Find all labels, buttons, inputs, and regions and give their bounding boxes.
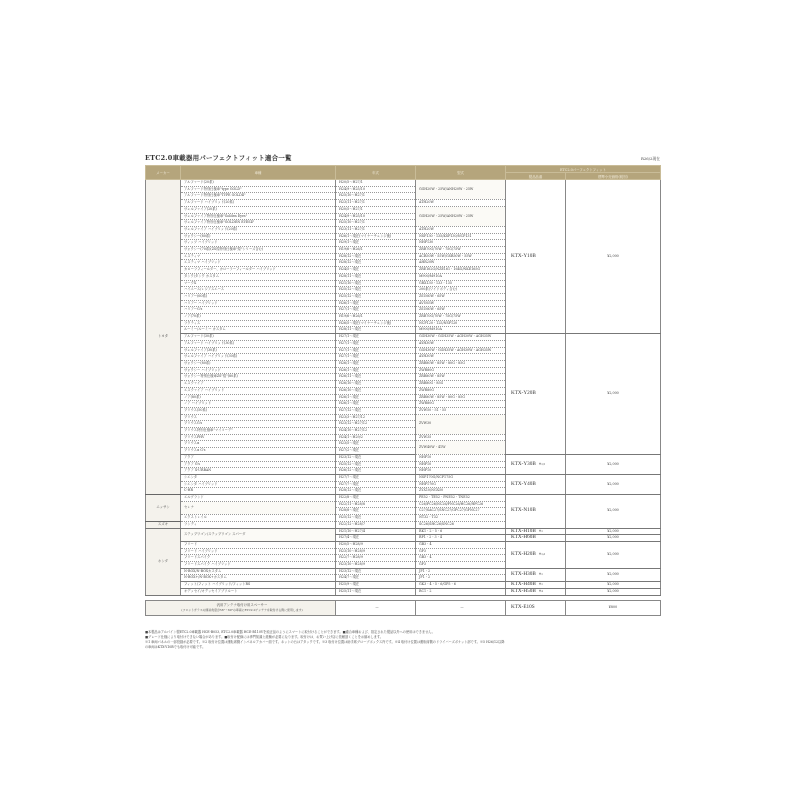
type-cell: ZVW30 (416, 414, 506, 434)
col-year: 年式 (336, 166, 416, 180)
model-cell: ヴェルファイア(30系) (181, 347, 336, 354)
part-number-cell (506, 535, 566, 542)
spacer-label (146, 600, 336, 615)
type-cell: ZRE162G/NZE161・164G/NKE165G (416, 267, 506, 274)
part-number: KTX-Y40B (511, 480, 536, 487)
type-cell: GB3・4 (416, 541, 506, 548)
model-cell: アルファード(30系) (181, 334, 336, 341)
year-cell: H27/4〜現在 (336, 535, 416, 542)
type-cell: NT32・T32 (416, 515, 506, 522)
model-cell: アルファード ハイブリッド(30系) (181, 340, 336, 347)
table-row (146, 334, 661, 341)
year-cell: H27/1〜現在 (336, 354, 416, 361)
maker-cell: ホンダ (146, 528, 181, 595)
model-cell: オデッセイ/オデッセイアブソルート (181, 588, 336, 595)
year-cell: H25/12〜現在 (336, 293, 416, 300)
type-cell: ATH20W (416, 226, 506, 233)
year-cell: H27/1〜現在 (336, 347, 416, 354)
model-cell: N-BOX/N-BOXカスタム (181, 568, 336, 575)
spacer-type: — (416, 600, 506, 615)
model-cell: ヴェルファイア特別仕様車"Golden Eyes" (181, 213, 336, 220)
spacer-price: ¥800 (566, 600, 661, 615)
model-cell: ハイエース/レジアスエース (181, 287, 336, 294)
type-cell: GK3・4・5・6/GP5・6 (416, 582, 506, 589)
type-cell: SC26/SHC26/SNC26 (416, 521, 506, 528)
part-number: KTX-N10B (511, 507, 536, 514)
part-number: KTX-Y30B (511, 460, 536, 467)
year-cell: H28/12〜現在 (336, 260, 416, 267)
year-cell: H27/1〜現在 (336, 340, 416, 347)
year-cell: H24/7〜現在 (336, 575, 416, 582)
model-cell: アルファード特別仕様車"TYPE GOLDⅡ" (181, 193, 336, 200)
part-number-cell (506, 454, 566, 474)
footer-line: の車両はKTX-Y10Bでも取付け可能です。 (145, 645, 206, 649)
year-cell: H28/8〜現在 (336, 508, 416, 515)
table-row (146, 495, 661, 502)
year-cell: H24/9〜H25/10 (336, 186, 416, 193)
type-cell: RP1・2・3・4 (416, 535, 506, 542)
part-number: KTX-Y20B (511, 390, 536, 397)
type-cell: GGH20W・25W/ANH20W・25W (416, 180, 506, 200)
year-cell: H27/2〜現在 (336, 448, 416, 455)
model-cell: フリードスパイク ハイブリッド (181, 562, 336, 569)
model-cell: アルファード ハイブリッド(20系) (181, 200, 336, 207)
part-number: KTX-H30B (511, 571, 536, 578)
type-cell: NHP10 (416, 468, 506, 475)
footer-line: ※1 車両パネルの一部役割が必要です。※2 取付け位置は運転席側インパネロアカバー面です。ネットの台はアタックです。※3 取付け位置は助手席グローブボックス内です。※4 取付け位置は運転席側のドライバーズポケット部です。※5 H26/12以降 (145, 640, 505, 644)
type-cell: ZRR80G・85G (416, 381, 506, 388)
table-body (146, 180, 661, 596)
col-group: ETC2.0パーフェクトフィット (506, 166, 661, 173)
maker-cell: トヨタ (146, 180, 181, 495)
model-cell: アクア X-URBAN (181, 468, 336, 475)
year-cell: H26/5〜現在(マイナーチェンジ後) (336, 320, 416, 327)
type-cell: C26/FC26/NC26/FNC26/HC26/HFC26 (416, 501, 506, 508)
year-cell: H23/10〜H28/9 (336, 562, 416, 569)
price-cell: ¥2,000 (566, 588, 661, 595)
model-cell: プリウスG's (181, 421, 336, 428)
model-cell: ヴェルファイア(20系) (181, 206, 336, 213)
model-cell: ヴェルファイア ハイブリッド(20系) (181, 226, 336, 233)
price-cell: ¥2,000 (566, 474, 661, 494)
year-cell: H24/5〜現在 (336, 267, 416, 274)
type-cell: M900/M910A (416, 273, 506, 280)
year-cell: H27/7〜現在 (336, 481, 416, 488)
type-cell: AVU65W (416, 300, 506, 307)
price-cell: ¥2,000 (566, 568, 661, 581)
compatibility-table (145, 165, 661, 596)
part-number-cell (506, 528, 566, 535)
year-cell: H25/12〜現在 (336, 515, 416, 522)
type-cell: RK1・2・5・6 (416, 528, 506, 535)
type-cell: C27/SAC27/SNC27/GFC27/GFNC27 (416, 508, 506, 515)
year-cell: H28/12〜現在 (336, 253, 416, 260)
year-cell: H20/5〜H27/1 (336, 206, 416, 213)
type-cell: ZWR80G (416, 401, 506, 408)
model-cell: セレナ (181, 501, 336, 514)
price-cell: ¥2,000 (566, 535, 661, 542)
model-cell: エスティマ ハイブリッド (181, 260, 336, 267)
type-cell: AYH30W (416, 340, 506, 347)
spacer-row (146, 600, 661, 615)
year-cell: H26/12〜現在 (336, 468, 416, 475)
type-cell: ZWR80G (416, 367, 506, 374)
part-note: ※1,2 (538, 552, 546, 557)
type-cell: ZYX10/NGX50 (416, 488, 506, 495)
part-number-cell (506, 582, 566, 589)
model-cell: N-BOX+/N-BOX+カスタム (181, 575, 336, 582)
year-cell: H21/10〜H27/4 (336, 528, 416, 535)
year-cell: H23/11〜H27/1 (336, 200, 416, 207)
part-note: ※1,5 (538, 461, 546, 466)
part-number: KTX-H40B (511, 581, 536, 588)
table-row (146, 568, 661, 575)
year-cell: H26/10〜現在 (336, 387, 416, 394)
spacer-table (145, 600, 661, 616)
type-cell: ZVW50・51・55 (416, 407, 506, 414)
table-row (146, 528, 661, 535)
year-cell: H23/3〜H27/12 (336, 414, 416, 421)
model-cell: ランディ (181, 521, 336, 528)
document-page (145, 150, 660, 616)
year-cell: H23/10〜H28/9 (336, 548, 416, 555)
model-cell: ラクティス (181, 320, 336, 327)
year-cell: H28/12〜現在 (336, 488, 416, 495)
type-cell: ZWR80G (416, 387, 506, 394)
type-cell: ZRR70G/70W・75G/75W (416, 247, 506, 254)
part-number-cell (506, 334, 566, 455)
part-number: KTX-H60B (511, 534, 536, 541)
part-number: KTX-H20B (511, 551, 536, 558)
price-cell: ¥2,000 (566, 582, 661, 589)
table-row (146, 474, 661, 481)
year-cell: H29/1〜現在 (336, 240, 416, 247)
page-title: ETC2.0車載器用パーフェクトフィット適合一覧 (145, 154, 292, 162)
model-cell: ハリアー ハイブリッド (181, 300, 336, 307)
price-cell: ¥2,000 (566, 454, 661, 474)
model-cell: ヴォクシー特別仕様車ZS"煌"(80系) (181, 374, 336, 381)
part-number: KTX-H50B (511, 588, 536, 594)
model-cell: プリウス (181, 414, 336, 421)
model-cell: シエンタ ハイブリッド (181, 481, 336, 488)
year-cell: H23/12〜現在 (336, 568, 416, 575)
footer-notes (145, 630, 660, 650)
type-cell: ZRR80W・85W・80G・85G (416, 394, 506, 401)
model-cell: プリウスPHV (181, 434, 336, 441)
part-note: ※1 (538, 572, 543, 577)
model-cell: エルグランド (181, 495, 336, 502)
year-cell: H21/10〜現在 (336, 280, 416, 287)
year-cell: H26/10〜現在 (336, 381, 416, 388)
type-cell: GGH20W・25W/ANH20W・25W (416, 206, 506, 226)
type-cell: ZSU60W・65W (416, 293, 506, 300)
part-note: ※1 (538, 582, 543, 587)
model-cell: フリードスパイク (181, 555, 336, 562)
year-cell: H23/5〜現在 (336, 441, 416, 448)
year-cell: H20/5〜H28/9 (336, 541, 416, 548)
year-cell: H27/1〜現在 (336, 307, 416, 314)
year-cell: H19/6〜H26/1 (336, 247, 416, 254)
year-cell: H25/12〜現在 (336, 461, 416, 468)
year-cell: H26/1〜現在 (336, 360, 416, 367)
part-number-cell (506, 495, 566, 529)
type-cell: AHR20W (416, 260, 506, 267)
model-cell: プリウス(50系) (181, 407, 336, 414)
year-cell: H22/11〜H28/8 (336, 501, 416, 508)
col-price: 標準小売価格(税別) (566, 173, 661, 180)
type-cell: ZRR80W・85W (416, 374, 506, 381)
title-row (145, 150, 660, 162)
type-cell: ZSU60W・65W (416, 307, 506, 314)
year-cell: H26/1〜現在 (336, 401, 416, 408)
type-cell: NHP170G (416, 481, 506, 488)
type-cell: ZRR70G/70W・75G/75W (416, 314, 506, 321)
type-cell: ATH20W (416, 200, 506, 207)
model-cell: アルファード特別仕様車"type GOLD" (181, 186, 336, 193)
model-cell: カローラフィールダー、カローラーフィールダー ハイブリッド (181, 267, 336, 274)
model-cell: ハリアー(60系) (181, 293, 336, 300)
year-cell: H22/12〜H28/7 (336, 521, 416, 528)
table-row (146, 180, 661, 187)
type-cell: GP3 (416, 548, 506, 555)
model-cell: プリウス特別仕様車"マイコーデ" (181, 428, 336, 435)
year-cell: H25/10〜H27/1 (336, 220, 416, 227)
type-cell: NHP10 (416, 454, 506, 461)
model-cell: ヴォクシー(80系) (181, 360, 336, 367)
type-cell: ZRR80W・85W・80G・85G (416, 360, 506, 367)
table-row (146, 541, 661, 548)
type-cell: NHP10 (416, 461, 506, 468)
year-cell: H20/5〜H27/1 (336, 180, 416, 187)
model-cell: ヴェルファイア ハイブリッド(30系) (181, 354, 336, 361)
model-cell: ヴェルファイア特別仕様車"GOLDEN EYESⅡ" (181, 220, 336, 227)
model-cell: フリード ハイブリッド (181, 548, 336, 555)
spacer-title: 汎用アンテナ取付け用スペーサー (216, 602, 268, 607)
part-number: KTX-Y10B (511, 252, 536, 259)
model-cell: フリード (181, 541, 336, 548)
type-cell: M900/M910A (416, 327, 506, 334)
year-cell: H23/12〜現在 (336, 454, 416, 461)
year-cell: H27/12〜現在 (336, 407, 416, 414)
col-type: 型式 (416, 166, 506, 180)
type-cell: GGH30W・GGH35W・AGH30W・AGH35W (416, 347, 506, 354)
type-cell: JF1・2 (416, 575, 506, 582)
type-cell: GRX130・133・135 (416, 280, 506, 287)
type-cell: NCP120・125/NSP120 (416, 320, 506, 327)
model-cell: プリウスα (181, 441, 336, 448)
part-note: ※1 (538, 528, 543, 533)
model-cell: エクストレイル (181, 515, 336, 522)
model-cell: エスクァイア ハイブリッド (181, 387, 336, 394)
year-cell: H28/11〜現在 (336, 327, 416, 334)
part-number-cell (506, 180, 566, 334)
year-cell: H24/10〜H27/12 (336, 428, 416, 435)
year-cell: H19/6〜H26/1 (336, 314, 416, 321)
model-cell: ノア ハイブリッド (181, 401, 336, 408)
table-row (146, 582, 661, 589)
model-cell: フィット/フィット ハイブリッド/フィットRS (181, 582, 336, 589)
type-cell: ZVW35 (416, 434, 506, 441)
year-cell: H22/7〜H28/9 (336, 555, 416, 562)
maker-cell: スズキ (146, 521, 181, 528)
year-cell: H27/1〜現在 (336, 334, 416, 341)
maker-cell: ニッサン (146, 495, 181, 522)
price-cell: ¥2,000 (566, 334, 661, 455)
footer-line: ■グレード仕様により取付けできない場合があります。■取付け配線には専門知識と経験が必要になります。取付けは、お買い上げ店に依頼頂くことをお勧めします。 (145, 635, 383, 639)
year-cell: H27/7〜現在 (336, 474, 416, 481)
year-cell: H22/8〜現在 (336, 495, 416, 502)
model-cell: エスティマ (181, 253, 336, 260)
year-cell: H24/9〜H25/10 (336, 213, 416, 220)
price-cell: ¥2,000 (566, 495, 661, 529)
type-cell: NHP130 (416, 240, 506, 247)
model-cell: ハリアーG's (181, 307, 336, 314)
year-cell: H28/11〜現在 (336, 273, 416, 280)
model-cell: ノア(70系) (181, 314, 336, 321)
part-number-cell (506, 474, 566, 494)
type-cell: GB3・4 (416, 555, 506, 562)
year-cell: H26/1〜現在 (336, 300, 416, 307)
model-cell: C-HR (181, 488, 336, 495)
type-cell: NSP170G/NCP175G (416, 474, 506, 481)
year-cell: H25/11〜現在 (336, 588, 416, 595)
type-cell: PE52・TE52・PNE52・TNE52 (416, 495, 506, 502)
spacer-year: — (336, 600, 416, 615)
spacer-part: KTX-E10S (506, 600, 566, 615)
spacer-subtitle: (フロントガラスの傾斜角度が56°〜60°の車両にETC2.0アンテナを取付ける際に使用します) (181, 607, 303, 612)
type-cell: JF1・2 (416, 568, 506, 575)
model-cell: タンク/タンク カスタム (181, 273, 336, 280)
model-cell: エスクァイア (181, 381, 336, 388)
part-note: ※4 (538, 588, 543, 593)
model-cell: アルファード(20系) (181, 180, 336, 187)
part-number-cell (506, 568, 566, 581)
model-cell: ノア(80系) (181, 394, 336, 401)
type-cell: NSP130・135/KSP130/NCP131 (416, 233, 506, 240)
model-cell: ヴォクシー(70系)(ZS煌特別仕様車"煌"シリーズ含む) (181, 247, 336, 254)
part-number-cell (506, 541, 566, 568)
year-cell: H24/1〜H29/2 (336, 434, 416, 441)
footer-line: ■本製品はアルパイン製ETC2.0車載器 HCE-B053, ETC2.0車載器 HCE-B110Vを純正品のようにスマートに取付けることができます。■適合車種および、指定された製品以外への使用はできません。 (145, 630, 435, 634)
type-cell: ZVW40W・41W (416, 441, 506, 454)
part-number: KTX-H10B (511, 528, 536, 534)
model-cell: マークX (181, 280, 336, 287)
year-cell: H25/12〜現在 (336, 287, 416, 294)
year-cell: H26/1〜現在 (336, 394, 416, 401)
type-cell: AYH30W (416, 354, 506, 361)
price-cell: ¥2,000 (566, 180, 661, 334)
date-label: R26/2現在 (641, 156, 660, 161)
model-cell: ステップワゴン/ステップワゴン スパーダ (181, 528, 336, 541)
part-number-cell (506, 588, 566, 595)
year-cell: H26/11〜現在 (336, 374, 416, 381)
table-row (146, 588, 661, 595)
type-cell: GP3 (416, 562, 506, 569)
model-cell: シエンタ (181, 474, 336, 481)
type-cell: GGH30W・GGH35W・AGH30W・AGH35W (416, 334, 506, 341)
year-cell: H23/12〜H27/12 (336, 421, 416, 428)
model-cell: アクア (181, 454, 336, 461)
type-cell: RC1・2 (416, 588, 506, 595)
table-row (146, 454, 661, 461)
col-maker: メーカー (146, 166, 181, 180)
model-cell: アクア G's (181, 461, 336, 468)
model-cell: ルーミー/ルーミー カスタム (181, 327, 336, 334)
year-cell: H26/1〜現在 (336, 367, 416, 374)
col-part: 製品品番 (506, 173, 566, 180)
year-cell: H26/1〜現在(マイナーチェンジ後) (336, 233, 416, 240)
price-cell: ¥2,000 (566, 541, 661, 568)
year-cell: H25/9〜現在 (336, 582, 416, 589)
type-cell: ACR50W・55W/GSR50W・55W (416, 253, 506, 260)
model-cell: ヴィッツ ハイブリッド (181, 240, 336, 247)
type-cell: 200系(ワイドボディ含む) (416, 287, 506, 294)
year-cell: H25/10〜H27/1 (336, 193, 416, 200)
model-cell: ヴォクシー(80系) (181, 233, 336, 240)
price-cell: ¥2,000 (566, 528, 661, 535)
col-model: 車種 (181, 166, 336, 180)
year-cell: H23/11〜H27/1 (336, 226, 416, 233)
model-cell: プリウスα G's (181, 448, 336, 455)
model-cell: ヴォクシー ハイブリッド (181, 367, 336, 374)
